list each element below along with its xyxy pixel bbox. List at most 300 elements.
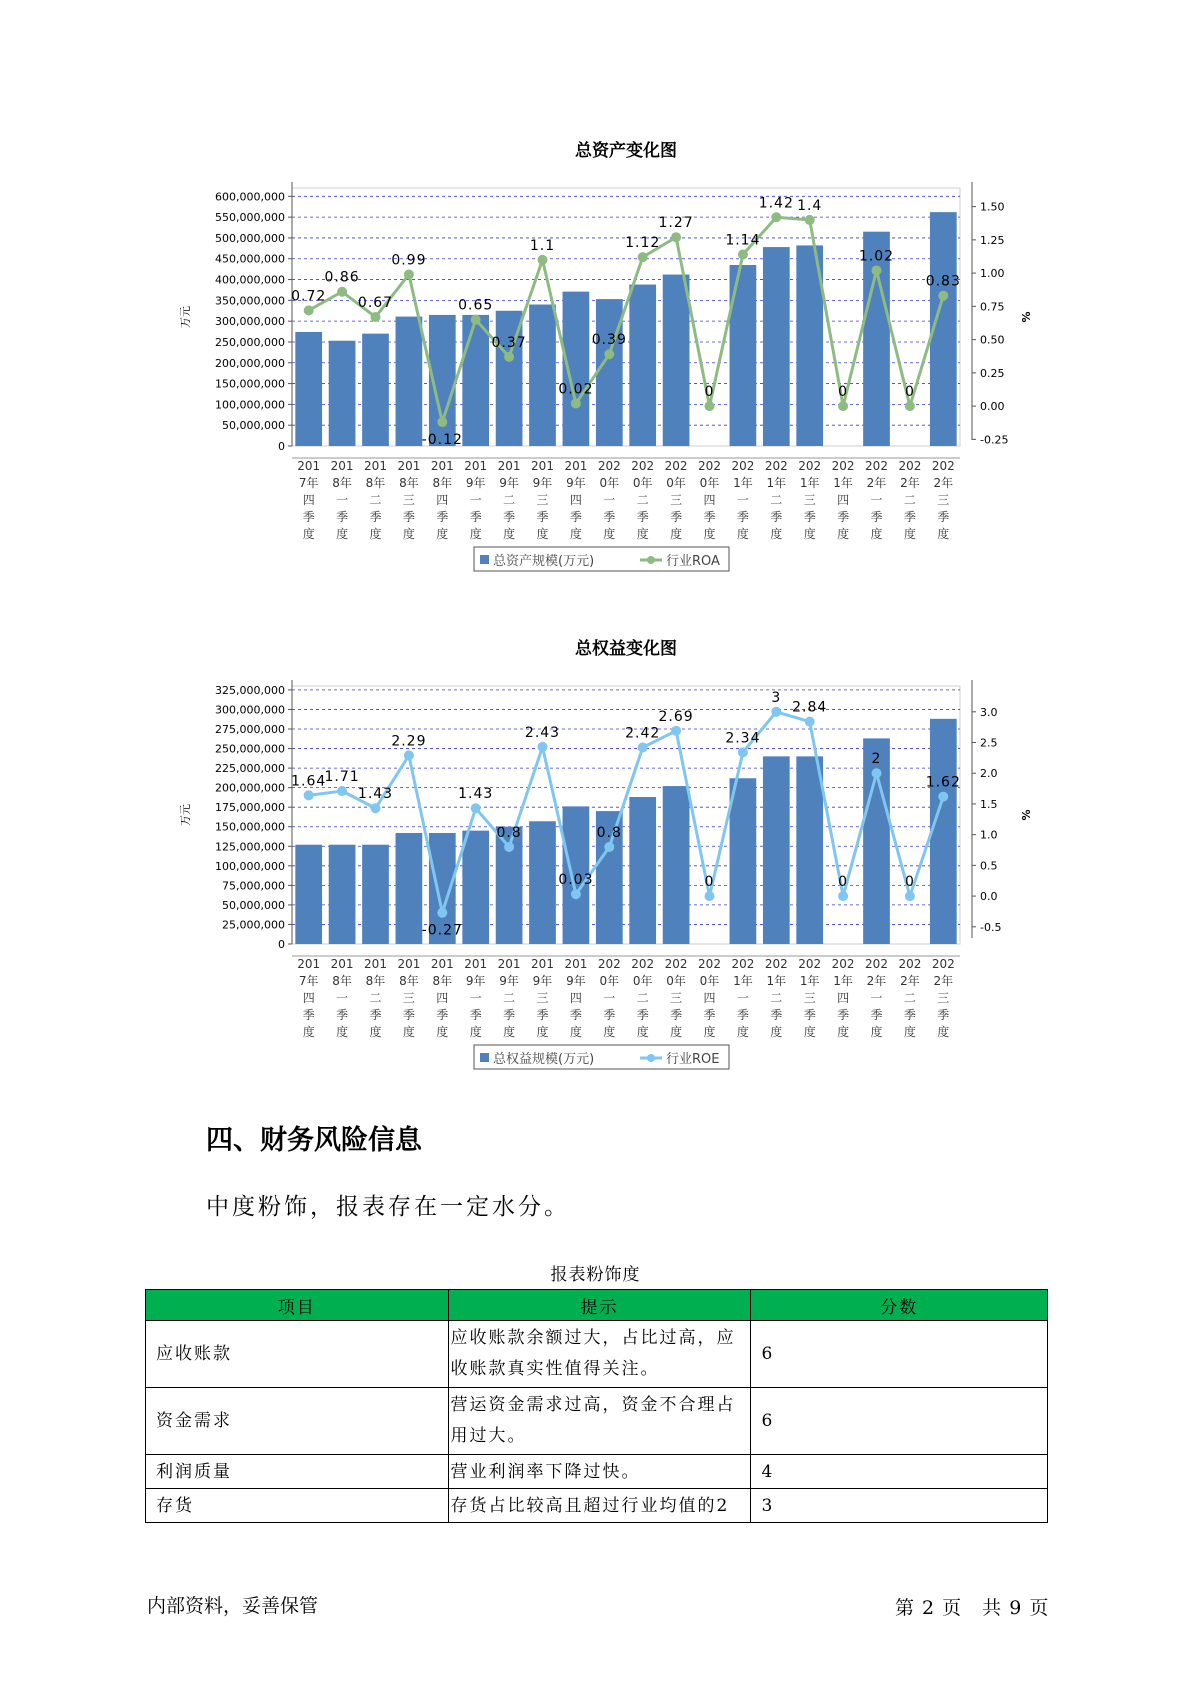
line-point [705,401,715,411]
category-tick-label: 2年 [933,476,954,490]
category-tick-label: 度 [837,527,850,541]
total-assets-chart-svg [0,130,1191,590]
category-tick-label: 三 [803,493,816,507]
category-tick-label: 度 [302,527,315,541]
category-tick-label: 三 [536,991,549,1005]
line-point [538,742,548,752]
data-label: 1.71 [324,769,360,786]
category-tick-label: 8年 [399,476,419,490]
chart-title: 总资产变化图 [575,141,677,161]
category-tick-label: 度 [469,1025,482,1039]
category-tick-label: 度 [703,527,716,541]
line-point [805,717,815,727]
category-tick-label: 2年 [866,476,887,490]
right-tick-label: 0.0 [980,890,998,904]
category-tick-label: 0年 [699,974,720,988]
header-hint: 提示 [448,1290,751,1321]
row-hint: 应收账款余额过大，占比过高，应收账款真实性值得关注。 [448,1321,751,1388]
line-point [938,291,948,301]
table-row [146,1455,1048,1489]
left-tick-label: 275,000,000 [215,723,285,736]
category-tick-label: 季 [670,510,683,524]
row-score: 4 [751,1455,1048,1489]
category-tick-label: 四 [837,991,850,1005]
category-tick-label: 202 [831,957,855,971]
category-tick-label: 度 [937,527,950,541]
bar [529,821,556,944]
category-tick-label: 202 [698,957,721,971]
category-tick-label: 季 [402,510,415,524]
category-tick-label: 202 [798,957,822,971]
bar [295,332,322,446]
section-text: 中度粉饰，报表存在一定水分。 [206,1194,570,1220]
total-equity-chart-svg [0,628,1191,1088]
category-tick-label: 二 [636,991,649,1005]
bar [362,845,389,944]
data-label: 0.02 [558,381,594,398]
left-axis-label: 万元 [179,306,192,328]
right-tick-label: 0.75 [980,300,1005,314]
legend-swatch-bar [480,1053,489,1062]
category-tick-label: 季 [870,1008,883,1022]
line-point [638,252,648,262]
category-tick-label: 8年 [365,476,386,490]
line-point [404,750,414,760]
category-tick-label: 201 [297,459,321,473]
data-label: 1.4 [797,197,823,214]
data-label: 0 [838,874,849,891]
category-tick-label: 7年 [298,974,319,988]
left-tick-label: 250,000,000 [215,335,285,349]
category-tick-label: 202 [664,459,688,473]
line-point [838,401,848,411]
line-point [671,232,681,242]
category-tick-label: 一 [603,493,616,507]
category-tick-label: 201 [330,459,354,473]
category-tick-label: 季 [302,1008,315,1022]
category-tick-label: 季 [736,1008,749,1022]
category-tick-label: 0年 [666,476,686,490]
left-axis-label: 万元 [179,804,192,826]
category-tick-label: 202 [764,957,788,971]
data-label: 1.42 [758,195,794,212]
category-tick-label: 度 [803,527,816,541]
right-tick-label: 1.00 [980,267,1005,281]
data-label: 0.37 [491,334,527,351]
category-tick-label: 季 [870,510,883,524]
data-label: 1.02 [858,248,895,265]
category-tick-label: 202 [865,459,888,473]
line-point [604,842,614,852]
category-tick-label: 201 [397,957,421,971]
data-label: 0.67 [357,295,394,311]
row-hint: 营运资金需求过高，资金不合理占用过大。 [448,1388,751,1455]
data-label: 3 [771,689,782,706]
category-tick-label: 二 [903,493,916,507]
left-tick-label: 225,000,000 [215,762,285,776]
total-equity-chart [0,628,1191,1088]
category-tick-label: 202 [865,957,888,971]
category-tick-label: 度 [336,1025,349,1039]
category-tick-label: 季 [436,1008,449,1022]
category-tick-label: 202 [631,957,655,971]
left-tick-label: 150,000,000 [215,820,285,834]
category-tick-label: 二 [903,991,916,1005]
category-tick-label: 季 [369,1008,382,1022]
data-label: 2.29 [391,733,427,750]
bar [763,756,790,944]
category-tick-label: 四 [837,493,850,507]
category-tick-label: 季 [536,1008,549,1022]
data-label: 2.34 [725,730,761,747]
bar [396,317,423,446]
legend-swatch-point [647,556,655,564]
category-tick-label: 三 [402,991,415,1005]
category-tick-label: 季 [903,1008,916,1022]
line-point [805,215,815,225]
line-point [705,891,715,901]
category-tick-label: 季 [569,510,582,524]
category-tick-label: 202 [597,459,621,473]
left-tick-label: 325,000,000 [215,683,285,697]
line-point [872,768,882,778]
plot-area [292,188,960,449]
category-tick-label: 9年 [465,974,486,988]
category-tick-label: 1年 [799,476,820,490]
left-tick-label: 50,000,000 [222,898,285,912]
data-label: 0 [838,384,849,401]
category-tick-label: 度 [302,1025,315,1039]
category-tick-label: 二 [770,991,783,1005]
category-tick-label: 度 [402,1025,415,1039]
line-point [337,287,347,297]
category-tick-label: 201 [531,957,554,971]
row-item: 利润质量 [146,1455,449,1489]
data-label: 0 [704,874,715,891]
category-tick-label: 季 [803,1008,816,1022]
category-tick-label: 202 [631,459,655,473]
data-label: 1.62 [925,774,961,791]
legend-label: 行业ROA [666,554,720,569]
category-tick-label: 度 [436,1025,449,1039]
line-point [838,891,848,901]
left-tick-label: 50,000,000 [222,419,285,433]
bar [763,247,790,446]
category-tick-label: 度 [402,527,415,541]
category-tick-label: 度 [736,527,749,541]
category-tick-label: 季 [736,510,749,524]
category-tick-label: 0年 [632,974,653,988]
footer-page-number: 第 2 页 共 9 页 [895,1597,1050,1619]
category-tick-label: 三 [937,493,950,507]
data-label: 0.86 [324,269,360,286]
left-tick-label: 75,000,000 [222,879,285,893]
line-point [437,417,447,427]
category-tick-label: 8年 [332,476,352,490]
left-tick-label: 350,000,000 [215,294,285,308]
category-tick-label: 季 [703,1008,716,1022]
category-tick-label: 季 [837,510,850,524]
category-tick-label: 度 [603,527,616,541]
category-tick-label: 季 [469,510,482,524]
category-tick-label: 201 [564,957,588,971]
category-tick-label: 季 [436,510,449,524]
category-tick-label: 季 [336,1008,349,1022]
left-tick-label: 450,000,000 [215,252,285,266]
table-row [146,1321,1048,1388]
line-point [471,315,481,325]
category-tick-label: 四 [569,991,582,1005]
category-tick-label: 季 [603,1008,616,1022]
category-tick-label: 一 [870,991,883,1005]
left-tick-label: 175,000,000 [215,801,285,815]
category-tick-label: 202 [698,459,721,473]
category-tick-label: 四 [302,991,315,1005]
category-tick-label: 度 [670,527,683,541]
category-tick-label: 季 [937,510,950,524]
category-tick-label: 度 [870,527,883,541]
category-tick-label: 三 [402,493,415,507]
line-point [905,401,915,411]
category-tick-label: 季 [503,1008,516,1022]
data-label: 1.1 [529,237,556,254]
category-tick-label: 9年 [465,476,486,490]
data-label: 1.43 [357,786,394,803]
category-tick-label: 二 [369,493,382,507]
category-tick-label: 季 [703,510,716,524]
category-tick-label: 0年 [666,974,686,988]
category-tick-label: 202 [731,957,755,971]
legend-label: 行业ROE [666,1052,720,1067]
bar [396,833,423,944]
data-label: 0.39 [591,332,627,349]
category-tick-label: 0年 [632,476,653,490]
header-item: 项目 [146,1290,449,1321]
category-tick-label: 二 [503,493,516,507]
data-label: 0.83 [925,273,961,290]
left-tick-label: 150,000,000 [215,377,285,391]
data-label: 0 [704,384,715,401]
left-tick-label: 600,000,000 [215,190,285,204]
bar [663,275,690,446]
category-tick-label: 0年 [699,476,720,490]
table-caption: 报表粉饰度 [550,1265,641,1285]
section-title: 四、财务风险信息 [206,1125,422,1156]
right-tick-label: 2.5 [980,736,998,750]
left-tick-label: 100,000,000 [215,398,285,412]
data-label: 2.84 [792,699,828,716]
left-tick-label: 25,000,000 [222,918,285,932]
left-tick-label: 200,000,000 [215,781,285,795]
right-tick-label: -0.25 [980,433,1009,447]
category-tick-label: 度 [803,1025,816,1039]
category-tick-label: 7年 [298,476,319,490]
category-tick-label: 度 [536,1025,549,1039]
category-tick-label: 201 [430,459,454,473]
category-tick-label: 度 [569,527,582,541]
bar [796,756,823,944]
category-tick-label: 一 [336,493,349,507]
legend-label: 总资产规模(万元) [493,554,595,569]
footer-left: 内部资料，妥善保管 [147,1595,319,1617]
category-tick-label: 度 [336,527,349,541]
data-label: 2.43 [524,724,561,741]
right-tick-label: 2.0 [980,767,998,781]
data-label: 1.43 [458,786,494,803]
line-point [371,803,381,813]
category-tick-label: 度 [736,1025,749,1039]
left-tick-label: 500,000,000 [215,231,285,245]
category-tick-label: 202 [798,459,822,473]
bar [462,831,489,944]
category-tick-label: 度 [569,1025,582,1039]
category-tick-label: 季 [670,1008,683,1022]
category-tick-label: 度 [369,1025,382,1039]
category-tick-label: 202 [664,957,688,971]
category-tick-label: 202 [931,957,955,971]
right-tick-label: 0.5 [980,859,998,873]
data-label: 0.65 [458,297,494,314]
category-tick-label: 四 [302,493,315,507]
category-tick-label: 四 [703,991,716,1005]
category-tick-label: 度 [770,1025,783,1039]
category-tick-label: 季 [636,510,649,524]
category-tick-label: 季 [469,1008,482,1022]
chart-title: 总权益变化图 [575,639,677,659]
bar [295,845,322,944]
data-label: 1.64 [291,773,327,790]
category-tick-label: 度 [436,527,449,541]
category-tick-label: 度 [937,1025,950,1039]
category-tick-label: 度 [369,527,382,541]
category-tick-label: 季 [536,510,549,524]
category-tick-label: 1年 [733,974,753,988]
category-tick-label: 三 [670,991,683,1005]
category-tick-label: 季 [837,1008,850,1022]
category-tick-label: 2年 [866,974,887,988]
category-tick-label: 1年 [833,974,853,988]
category-tick-label: 季 [336,510,349,524]
table-row [146,1489,1048,1523]
left-tick-label: 300,000,000 [215,703,285,717]
row-item: 资金需求 [146,1388,449,1455]
left-tick-label: 0 [278,938,285,951]
category-tick-label: 三 [937,991,950,1005]
line-point [671,726,681,736]
category-tick-label: 一 [336,991,349,1005]
category-tick-label: 9年 [499,476,519,490]
category-tick-label: 季 [503,510,516,524]
legend-swatch-bar [480,555,489,564]
category-tick-label: 8年 [399,974,419,988]
right-axis-label: % [1020,809,1033,821]
category-tick-label: 度 [503,527,516,541]
bar [529,305,556,446]
category-tick-label: 201 [464,459,488,473]
data-label: 2.42 [625,725,661,742]
category-tick-label: 度 [536,527,549,541]
category-tick-label: 9年 [532,476,553,490]
table-row [146,1388,1048,1455]
data-label: -0.27 [421,922,463,939]
category-tick-label: 202 [597,957,621,971]
category-tick-label: 二 [503,991,516,1005]
category-tick-label: 一 [469,493,482,507]
left-tick-label: 250,000,000 [215,742,285,756]
left-tick-label: 100,000,000 [215,859,285,873]
right-tick-label: 1.50 [980,200,1005,214]
data-label: 1.12 [625,235,661,252]
data-label: 2 [871,751,882,768]
data-label: 0.03 [558,872,594,889]
data-label: 1.14 [725,232,761,249]
category-tick-label: 201 [397,459,421,473]
category-tick-label: 202 [931,459,955,473]
legend-label: 总权益规模(万元) [493,1052,595,1067]
category-tick-label: 201 [564,459,588,473]
data-label: 2.69 [658,708,694,725]
category-tick-label: 8年 [432,974,453,988]
category-tick-label: 四 [436,991,449,1005]
line-point [938,792,948,802]
category-tick-label: 1年 [766,476,787,490]
table-header-row [146,1290,1048,1321]
category-tick-label: 度 [870,1025,883,1039]
category-tick-label: 2年 [900,476,920,490]
category-tick-label: 度 [837,1025,850,1039]
category-tick-label: 二 [369,991,382,1005]
category-tick-label: 季 [636,1008,649,1022]
category-tick-label: 9年 [499,974,519,988]
line-point [872,265,882,275]
category-tick-label: 9年 [566,476,586,490]
category-tick-label: 季 [803,510,816,524]
legend-swatch-point [647,1054,655,1062]
category-tick-label: 8年 [365,974,386,988]
line-point [571,398,581,408]
right-tick-label: 1.0 [980,828,998,842]
category-tick-label: 201 [430,957,454,971]
data-label: 0.8 [596,824,622,841]
category-tick-label: 季 [402,1008,415,1022]
left-tick-label: 125,000,000 [215,840,285,854]
line-point [604,349,614,359]
row-item: 存货 [146,1489,449,1523]
left-tick-label: 300,000,000 [215,315,285,329]
right-tick-label: -0.5 [980,920,1002,934]
category-tick-label: 度 [636,1025,649,1039]
category-tick-label: 201 [364,459,387,473]
row-item: 应收账款 [146,1321,449,1388]
category-tick-label: 度 [770,527,783,541]
total-assets-chart [0,130,1191,590]
category-tick-label: 1年 [833,476,853,490]
category-tick-label: 度 [670,1025,683,1039]
right-tick-label: 0.00 [980,400,1005,414]
category-tick-label: 202 [731,459,755,473]
category-tick-label: 201 [330,957,354,971]
bar [462,315,489,446]
category-tick-label: 度 [636,527,649,541]
data-label: -0.12 [421,432,463,449]
category-tick-label: 202 [898,459,922,473]
category-tick-label: 1年 [766,974,787,988]
bar [362,334,389,446]
category-tick-label: 8年 [432,476,453,490]
row-score: 3 [751,1489,1048,1523]
category-tick-label: 201 [531,459,554,473]
category-tick-label: 度 [903,1025,916,1039]
